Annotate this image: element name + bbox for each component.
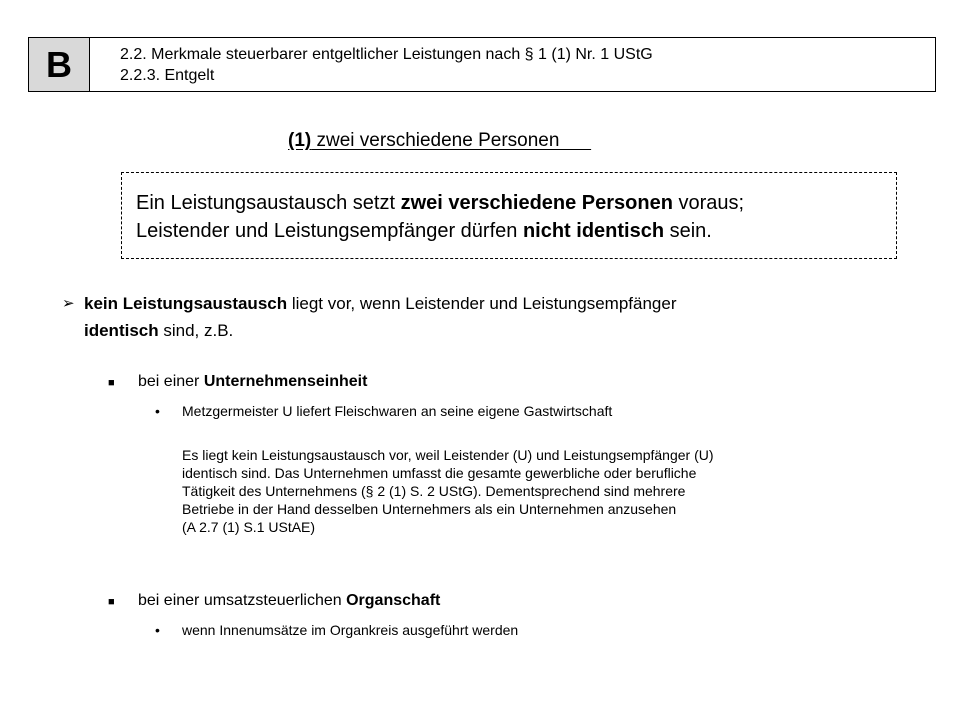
definition-line-1 (136, 189, 896, 217)
explanation-line: Tätigkeit des Unternehmens (§ 2 (1) S. 2 UStG). Dementsprechend sind mehrere (182, 483, 686, 499)
explanation-line: Betriebe in der Hand desselben Unternehmers als ein Unternehmen anzusehen (182, 501, 677, 517)
header-line-1: 2.2. Merkmale steuerbarer entgeltlicher Leistungen nach § 1 (1) Nr. 1 UStG (120, 46, 653, 63)
sub-item-text: bei einer (138, 373, 204, 390)
organschaft-item (182, 621, 518, 639)
section-title-text: zwei verschiedene Personen (311, 130, 592, 151)
example-text: Metzgermeister U liefert Fleischwaren an seine eigene Gastwirtschaft (182, 403, 613, 419)
definition-line-2 (136, 217, 896, 245)
main-bullet-line: sind, z.B. (158, 321, 234, 340)
definition-text: voraus; (672, 192, 745, 214)
header-line-2: 2.2.3. Entgelt (120, 67, 215, 84)
organschaft-text: wenn Innenumsätze im Organkreis ausgeführt werden (182, 622, 519, 638)
example-item (182, 402, 612, 420)
sub-item-emphasis: Organschaft (346, 592, 441, 609)
main-bullet-emphasis: kein Leistungsaustausch (84, 294, 288, 313)
explanation-paragraph (182, 446, 714, 536)
square-bullet-icon: ■ (108, 377, 115, 389)
square-bullet-icon: ■ (108, 596, 115, 608)
definition-box (121, 172, 897, 259)
definition-text: Ein Leistungsaustausch setzt (136, 192, 401, 214)
main-bullet-text (84, 290, 884, 344)
explanation-line: (A 2.7 (1) S.1 UStAE) (182, 519, 316, 535)
definition-emphasis: nicht identisch (522, 220, 665, 242)
sub-item-emphasis: Unternehmenseinheit (203, 373, 368, 390)
arrow-bullet-icon: ➢ (62, 295, 75, 312)
definition-text: Leistender und Leistungsempfänger dürfen (136, 220, 523, 242)
header-text (90, 38, 653, 91)
dot-bullet-icon: • (155, 622, 160, 638)
slide-header (28, 37, 936, 92)
definition-emphasis: zwei verschiedene Personen (400, 192, 673, 214)
section-number: (1) (288, 130, 312, 151)
definition-text: sein. (664, 220, 712, 242)
sub-item-organschaft (138, 592, 440, 610)
explanation-line: Es liegt kein Leistungsaustausch vor, weil Leistender (U) und Leistungsempfänger (U) (182, 447, 714, 463)
sub-item-unternehmenseinheit (138, 373, 367, 391)
dot-bullet-icon: • (155, 403, 160, 419)
main-bullet-emphasis: identisch (84, 321, 159, 340)
section-title (288, 130, 591, 152)
sub-item-text: bei einer umsatzsteuerlichen (138, 592, 347, 609)
section-badge: B (29, 38, 90, 91)
explanation-line: identisch sind. Das Unternehmen umfasst die gesamte gewerbliche oder berufliche (182, 465, 697, 481)
main-bullet-line: liegt vor, wenn Leistender und Leistungsempfänger (287, 294, 677, 313)
